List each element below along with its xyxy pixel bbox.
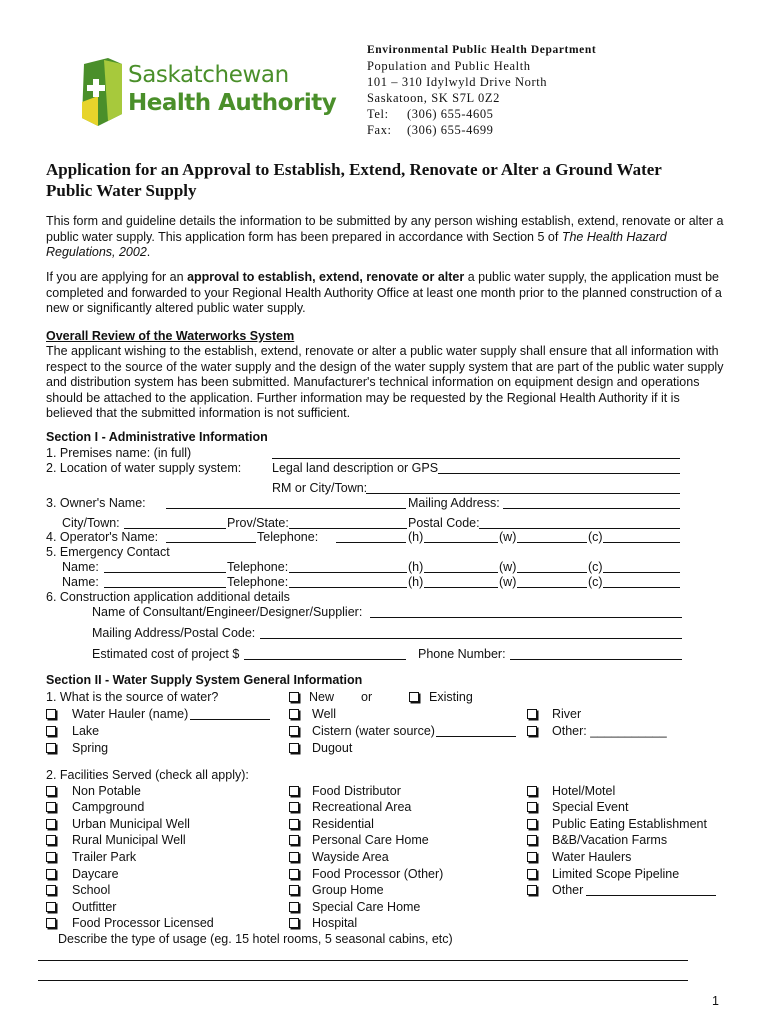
facility-label: Campground [72,800,145,814]
emergency-name1-field[interactable] [104,572,226,573]
existing-checkbox[interactable] [409,692,419,702]
emergency-c2-field[interactable] [603,587,680,588]
postal-field[interactable] [479,528,680,529]
describe-field-2[interactable] [38,980,688,981]
facility-checkbox[interactable] [289,802,299,812]
source-water-hauler-checkbox[interactable] [46,709,56,719]
emergency-h1-field[interactable] [424,572,498,573]
describe-field-1[interactable] [38,960,688,961]
facility-label: Recreational Area [312,800,412,814]
operator-telephone-label: Telephone: [257,530,319,544]
location-label: 2. Location of water supply system: [46,461,242,475]
regulation-name: The Health Hazard Regulations, 2002 [46,229,667,259]
emergency-label: 5. Emergency Contact [46,545,170,559]
facility-checkbox[interactable] [46,819,56,829]
facility-checkbox[interactable] [527,869,537,879]
source-spring-checkbox[interactable] [46,743,56,753]
source-lake-label: Lake [72,724,100,738]
emergency-tel1-field[interactable] [289,572,407,573]
facility-label: Special Event [552,800,629,814]
review-heading: Overall Review of the Waterworks System [46,329,295,343]
mail-postal-field[interactable] [260,638,682,639]
facility-label: Residential [312,817,374,831]
operator-c-label: (c) [588,530,603,544]
header-street: 101 – 310 Idylwyld Drive North [367,75,548,89]
facility-checkbox[interactable] [289,869,299,879]
or-label: or [361,690,373,704]
emergency-telephone2-label: Telephone: [227,575,289,589]
rm-field[interactable] [366,493,680,494]
review-body: The applicant wishing to the establish, extend, renovate or alter a public water supply shall ensure that all information with respect to the source of the water supply and the design of the water supply system that are part of the public water supply and distribution system has been submitted. Manufacturer's technical information on equipment design and operations should be attached to the application. Further information may be requested by the Regional Health Authority if it is believed that the submitted information is not sufficient. [46,344,724,420]
describe-label: Describe the type of usage (eg. 15 hotel rooms, 5 seasonal cabins, etc) [58,932,453,946]
mailing-field[interactable] [503,508,680,509]
rm-label: RM or City/Town: [272,481,368,495]
operator-h-label: (h) [408,530,424,544]
new-label: New [309,690,335,704]
facility-label: Outfitter [72,900,117,914]
emergency-w1-field[interactable] [517,572,587,573]
q1-label: 1. What is the source of water? [46,690,219,704]
emergency-h2-field[interactable] [424,587,498,588]
facility-checkbox[interactable] [289,918,299,928]
mail-postal-label: Mailing Address/Postal Code: [92,626,256,640]
facility-checkbox[interactable] [527,802,537,812]
source-well-label: Well [312,707,337,721]
operator-w-field[interactable] [517,542,587,543]
facility-label: Wayside Area [312,850,389,864]
facility-other-field[interactable] [586,895,716,896]
facility-label: Public Eating Establishment [552,817,707,831]
header-unit: Population and Public Health [367,59,531,73]
operator-h-field[interactable] [424,542,498,543]
source-dugout-checkbox[interactable] [289,743,299,753]
facility-label: Non Potable [72,784,141,798]
facility-checkbox[interactable] [289,786,299,796]
logo-line2: Health Authority [128,90,337,116]
emergency-w2-field[interactable] [517,587,587,588]
cost-label: Estimated cost of project $ [92,647,240,661]
facility-label: B&B/Vacation Farms [552,833,668,847]
source-water-hauler-label: Water Hauler (name) [72,707,189,721]
cost-field[interactable] [244,659,406,660]
intro-paragraph-2: If you are applying for an approval to establish, extend, renovate or alter a public water supply, the application must be completed and forwarded to your Regional Health Authority Office at least one month prior to the planned construction of a new or significantly altered public water supply. [46,270,722,315]
consultant-label: Name of Consultant/Engineer/Designer/Supplier: [92,605,363,619]
facility-checkbox[interactable] [46,835,56,845]
section1-heading: Section I - Administrative Information [46,430,268,444]
emergency-h1-label: (h) [408,560,424,574]
header-city: Saskatoon, SK S7L 0Z2 [367,91,500,105]
water-hauler-name-field[interactable] [190,719,270,720]
emergency-h2-label: (h) [408,575,424,589]
operator-label: 4. Operator's Name: [46,530,159,544]
premises-field[interactable] [272,458,680,459]
facility-checkbox[interactable] [46,885,56,895]
facility-label: Hospital [312,916,358,930]
citytown-label: City/Town: [62,516,120,530]
facility-checkbox[interactable] [289,852,299,862]
emergency-telephone1-label: Telephone: [227,560,289,574]
facility-checkbox[interactable] [527,786,537,796]
facility-checkbox[interactable] [289,885,299,895]
facility-label: Special Care Home [312,900,421,914]
facility-checkbox[interactable] [527,835,537,845]
header-fax-label: Fax: [367,123,392,137]
owner-label: 3. Owner's Name: [46,496,146,510]
facility-checkbox[interactable] [46,902,56,912]
phone-field[interactable] [510,659,682,660]
header-dept: Environmental Public Health Department [367,44,597,56]
emergency-c2-label: (c) [588,575,603,589]
facility-label: School [72,883,111,897]
facility-label: Urban Municipal Well [72,817,190,831]
new-checkbox[interactable] [289,692,299,702]
intro-paragraph-1: This form and guideline details the information to be submitted by any person wishing establish, extend, renovate or alter a public water supply. This application form has been prepared in accordance with Section 5 of The Health Hazard Regulations, 2002. [46,214,724,259]
emergency-w1-label: (w) [499,560,517,574]
facility-label: Hotel/Motel [552,784,616,798]
title-line1: Application for an Approval to Establish, Extend, Renovate or Alter a Ground Water [46,160,662,179]
facility-label: Other [552,883,584,897]
emergency-c1-label: (c) [588,560,603,574]
phone-label: Phone Number: [418,647,506,661]
q2-label: 2. Facilities Served (check all apply): [46,768,249,782]
premises-label: 1. Premises name: (in full) [46,446,192,460]
facility-checkbox[interactable] [527,819,537,829]
source-cistern-label: Cistern (water source) [312,724,435,738]
emergency-tel2-field[interactable] [289,587,407,588]
facility-label: Food Processor (Other) [312,867,444,881]
facility-checkbox[interactable] [46,852,56,862]
header-tel: (306) 655-4605 [407,107,494,121]
emergency-c1-field[interactable] [603,572,680,573]
postal-label: Postal Code: [408,516,480,530]
source-river-checkbox[interactable] [527,709,537,719]
mailing-label: Mailing Address: [408,496,500,510]
construction-label: 6. Construction application additional details [46,590,290,604]
source-spring-label: Spring [72,741,109,755]
emergency-name2-label: Name: [62,575,99,589]
section2-heading: Section II - Water Supply System General Information [46,673,363,687]
operator-c-field[interactable] [603,542,680,543]
source-dugout-label: Dugout [312,741,353,755]
operator-w-label: (w) [499,530,517,544]
facility-label: Trailer Park [72,850,137,864]
source-other-label: Other: ___________ [552,724,667,738]
header-tel-label: Tel: [367,107,389,121]
source-cistern-checkbox[interactable] [289,726,299,736]
page-number: 1 [712,994,719,1008]
facility-label: Water Haulers [552,850,632,864]
facility-label: Daycare [72,867,119,881]
prov-label: Prov/State: [227,516,289,530]
cistern-source-field[interactable] [436,736,516,737]
header-fax: (306) 655-4699 [407,123,494,137]
consultant-field[interactable] [370,617,682,618]
facility-label: Personal Care Home [312,833,429,847]
facility-checkbox[interactable] [289,902,299,912]
logo [78,56,338,128]
operator-field[interactable] [166,542,256,543]
sha-logo-icon [78,56,124,128]
facility-checkbox[interactable] [289,835,299,845]
facility-label: Food Distributor [312,784,401,798]
source-river-label: River [552,707,582,721]
legal-label: Legal land description or GPS [272,461,439,475]
logo-line1: Saskatchewan [128,62,289,88]
facility-checkbox[interactable] [527,852,537,862]
facility-checkbox[interactable] [46,802,56,812]
facility-label: Limited Scope Pipeline [552,867,680,881]
citytown-field[interactable] [124,528,226,529]
facility-label: Group Home [312,883,384,897]
facility-label: Rural Municipal Well [72,833,186,847]
legal-field[interactable] [438,473,680,474]
emergency-w2-label: (w) [499,575,517,589]
operator-tel-field[interactable] [336,542,406,543]
facility-checkbox[interactable] [527,885,537,895]
emergency-name2-field[interactable] [104,587,226,588]
prov-field[interactable] [289,528,407,529]
facility-checkbox[interactable] [46,918,56,928]
facility-checkbox[interactable] [46,786,56,796]
facility-checkbox[interactable] [46,869,56,879]
owner-field[interactable] [166,508,406,509]
source-well-checkbox[interactable] [289,709,299,719]
title-line2: Public Water Supply [46,181,197,200]
existing-label: Existing [429,690,473,704]
facility-checkbox[interactable] [289,819,299,829]
source-lake-checkbox[interactable] [46,726,56,736]
facility-label: Food Processor Licensed [72,916,214,930]
emergency-name1-label: Name: [62,560,99,574]
source-other-checkbox[interactable] [527,726,537,736]
